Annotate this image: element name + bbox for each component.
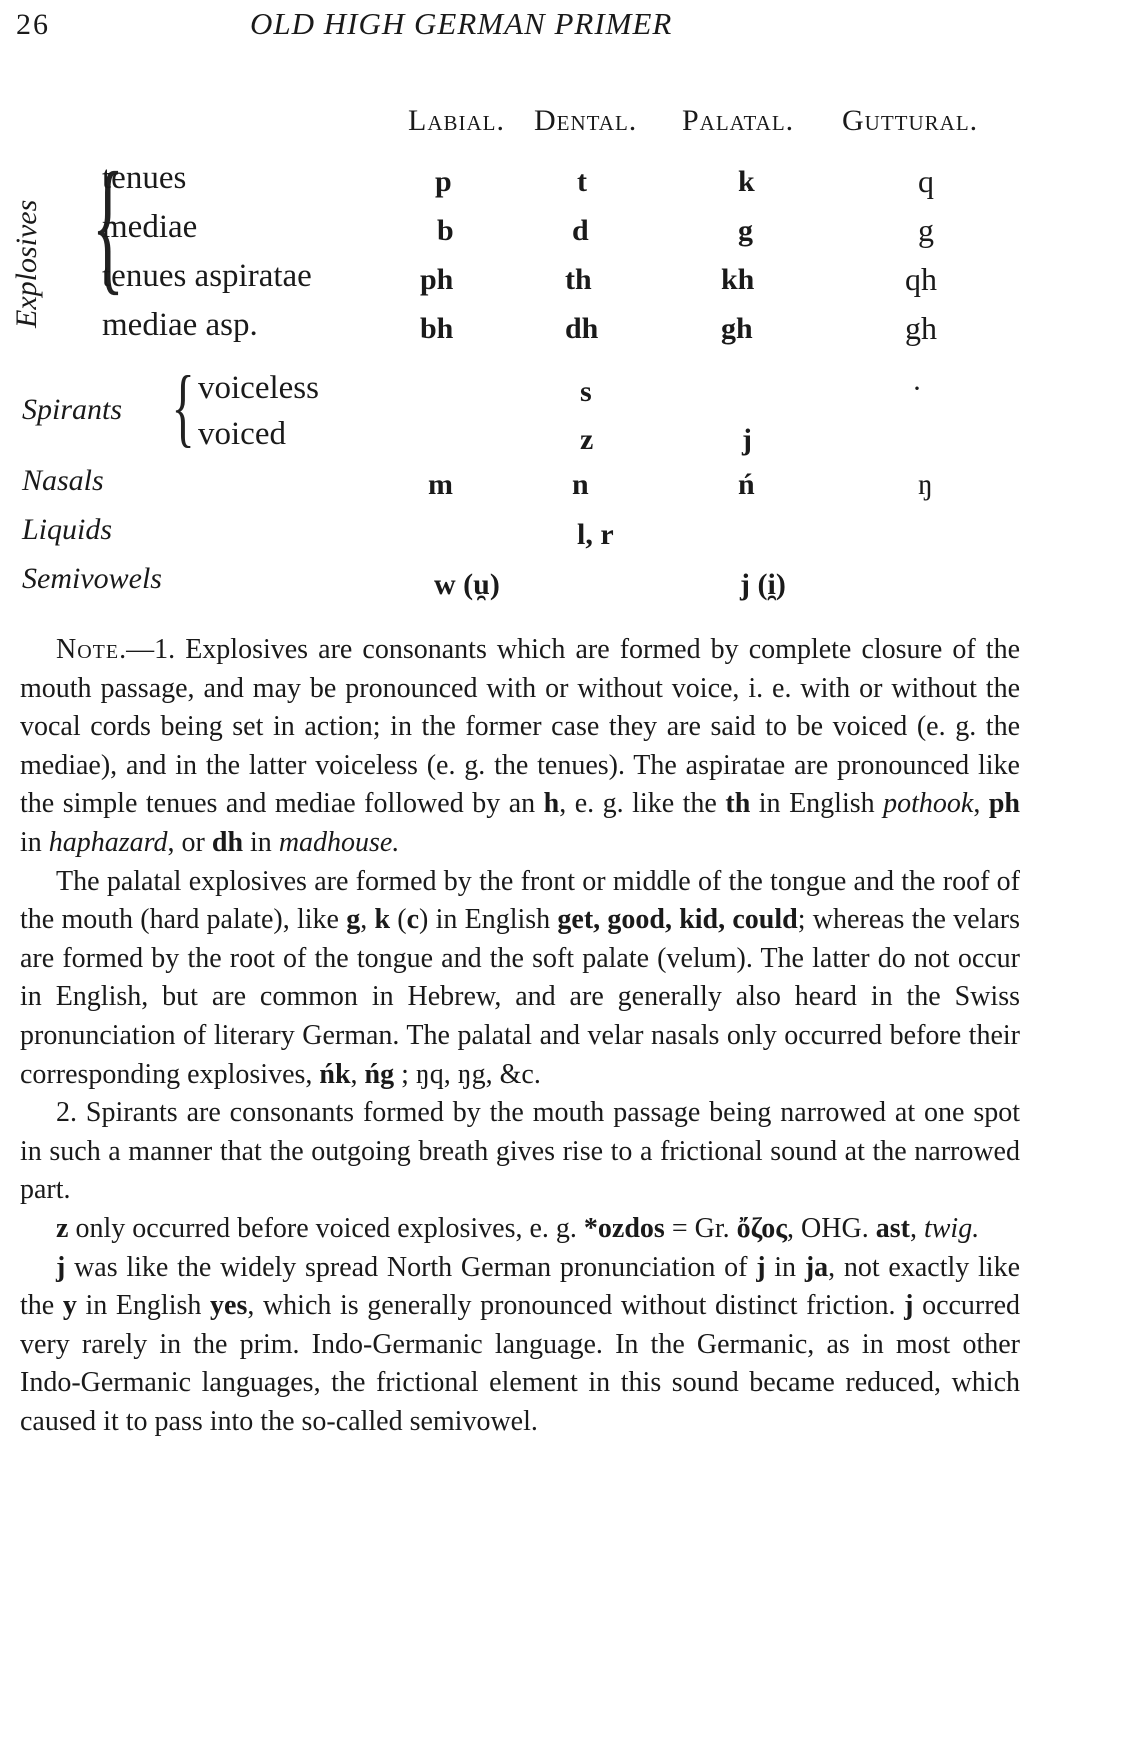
cell-nasals-palatal: ń: [738, 468, 755, 501]
row-label-voiced: voiced: [198, 416, 286, 452]
column-heading-dental: Dental.: [534, 104, 638, 137]
explosives-brace: {: [91, 142, 125, 308]
cell-nasals-labial: m: [428, 468, 453, 501]
page-number: 26: [16, 8, 50, 41]
liquids-label: Liquids: [22, 513, 113, 546]
cell-voiceless-dental: s: [580, 375, 592, 408]
nasals-label: Nasals: [22, 464, 104, 497]
cell-tenues-dental: t: [577, 165, 587, 198]
note-paragraph-2: The palatal explosives are formed by the front or middle of the tongue and the roof of the mouth (hard palate), like g, k (c) in English get, good, kid, could; whereas the velars are formed by the root of the tongue and the soft palate (velum). The latter do not occur in English, but are common in Hebrew, and are generally also heard in the Swiss pronunciation of literary German. The palatal and velar nasals only occurred before their corresponding explosives, ńk, ńg ; ŋq, ŋg, &c.: [20, 865, 1020, 1090]
cell-mediae-asp-palatal: gh: [721, 312, 753, 345]
cell-mediae-labial: b: [437, 214, 454, 247]
cell-voiced-dental: z: [580, 423, 594, 456]
cell-mediae-asp-labial: bh: [420, 312, 454, 345]
cell-nasals-guttural: ŋ: [918, 468, 933, 501]
cell-tenues-labial: p: [435, 165, 452, 198]
spirants-brace: {: [171, 359, 195, 456]
note-text: [20, 631, 1020, 1441]
column-heading-palatal: Palatal.: [682, 104, 795, 137]
semivowels-label: Semivowels: [22, 562, 162, 595]
cell-mediae-guttural: g: [918, 212, 934, 248]
cell-mediae-dental: d: [572, 214, 589, 247]
cell-nasals-dental: n: [572, 468, 589, 501]
cell-tenues-guttural: q: [918, 163, 934, 199]
explosives-group-label: Explosives: [10, 199, 43, 328]
cell-semivowels-labial: w (u̯): [434, 568, 500, 601]
cell-mediae-asp-dental: dh: [565, 312, 599, 345]
cell-tenues-aspiratae-palatal: kh: [721, 263, 755, 296]
row-label-tenues: tenues: [102, 160, 187, 196]
column-heading-guttural: Guttural.: [842, 104, 979, 137]
cell-mediae-asp-guttural: gh: [905, 310, 937, 346]
note-paragraph-3: 2. Spirants are consonants formed by the mouth passage being narrowed at one spot in such a manner that the outgoing breath gives rise to a frictional sound at the narrowed part.: [20, 1097, 1020, 1206]
note-paragraph-4: z only occurred before voiced explosives, e. g. *ozdos = Gr. ὄζος, OHG. ast, twig.: [56, 1212, 980, 1244]
column-heading-labial: Labial.: [408, 104, 505, 137]
row-label-voiceless: voiceless: [198, 370, 319, 406]
spirants-group-label: Spirants: [22, 393, 123, 426]
row-label-mediae-asp: mediae asp.: [102, 307, 258, 343]
cell-tenues-aspiratae-guttural: qh: [905, 261, 937, 297]
cell-semivowels-palatal: j (i̯): [740, 568, 786, 601]
cell-voiced-palatal: j: [742, 423, 752, 456]
cell-liquids-dental: l, r: [577, 518, 614, 551]
running-head: OLD HIGH GERMAN PRIMER: [250, 6, 673, 41]
cell-voiceless-guttural: ·: [912, 372, 922, 405]
cell-mediae-palatal: g: [738, 214, 753, 247]
row-label-mediae: mediae: [102, 209, 198, 245]
cell-tenues-aspiratae-labial: ph: [420, 263, 454, 296]
cell-tenues-aspiratae-dental: th: [565, 263, 592, 296]
note-paragraph-5: j was like the widely spread North German pronunciation of j in ja, not exactly like the y in English yes, which is generally pronounced without distinct friction. j occurred very rarely in the prim. Indo-Germanic language. In the Germanic, as in most other Indo-Germanic languages, the frictional element in this sound became reduced, which caused it to pass into the so-called semivowel.: [20, 1251, 1020, 1437]
row-label-tenues-aspiratae: tenues aspiratae: [102, 258, 312, 294]
cell-tenues-palatal: k: [738, 165, 755, 198]
note-paragraph-1: Note.—1. Explosives are consonants which are formed by complete closure of the mouth passage, and may be pronounced with or without voice, i. e. with or without the vocal cords being set in action; in the former case they are said to be voiced (e. g. the mediae), and in the latter voiceless (e. g. the tenues). The aspiratae are pronounced like the simple tenues and mediae followed by an h, e. g. like the th in English pothook, ph in haphazard, or dh in madhouse.: [20, 634, 1021, 858]
